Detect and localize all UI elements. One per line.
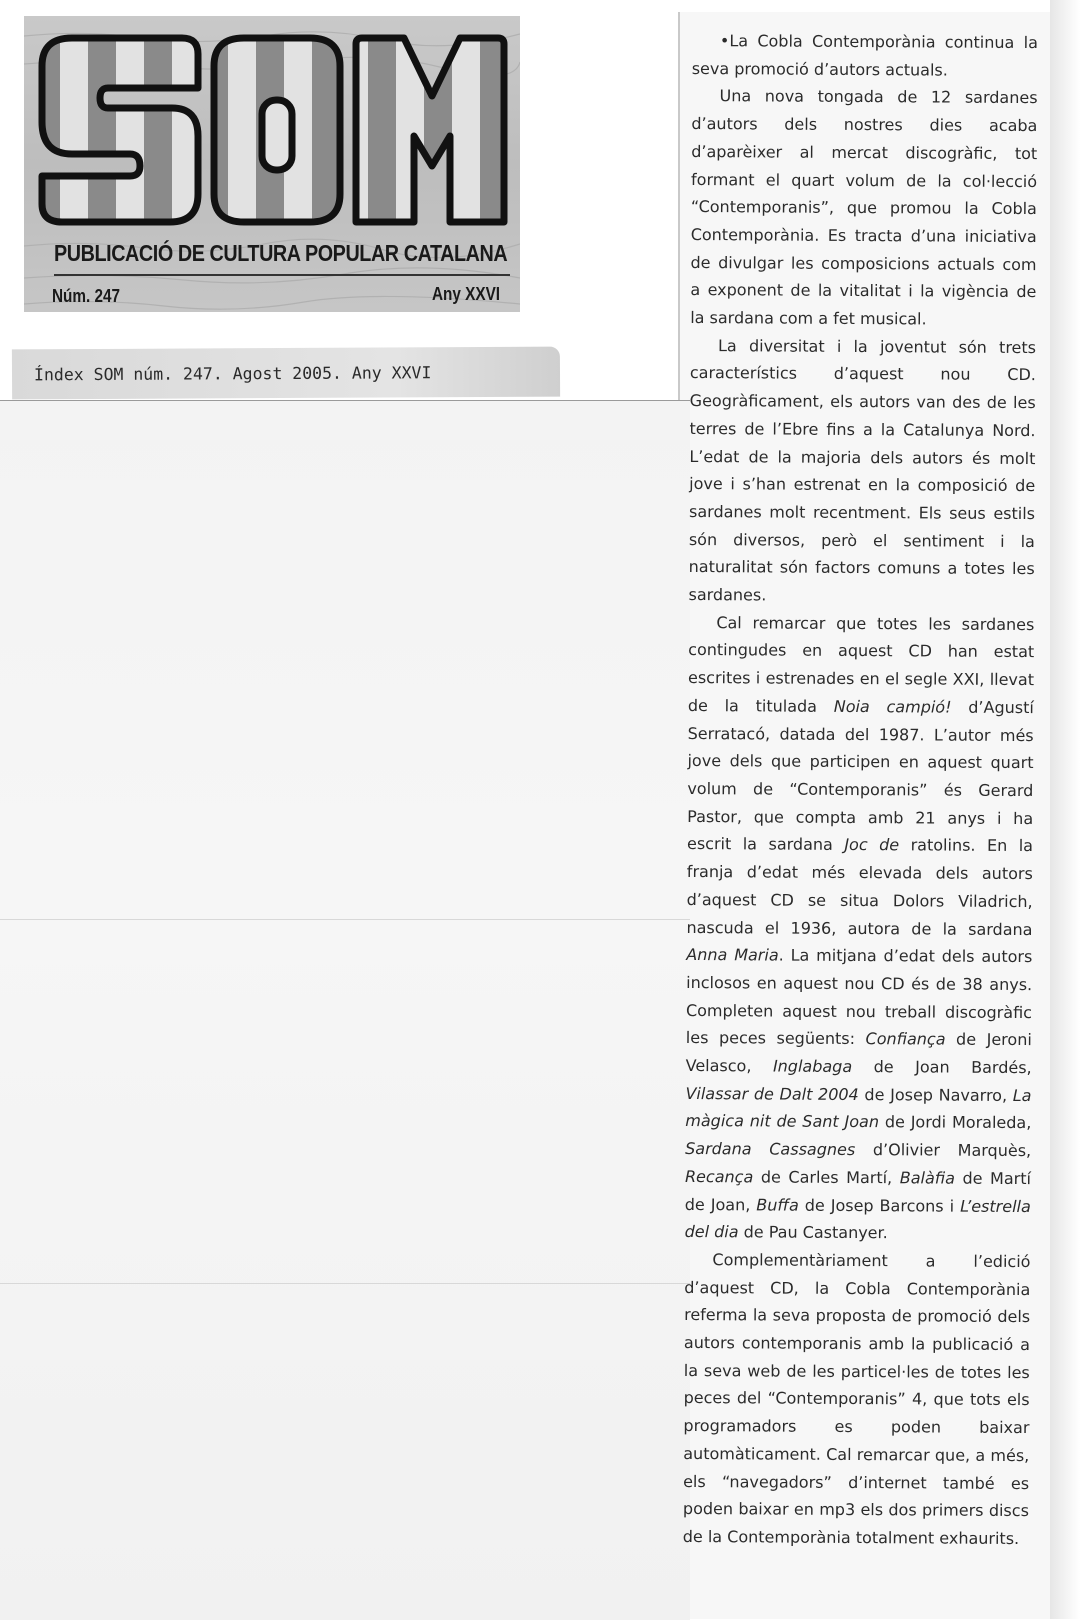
article-paragraph: La diversitat i la joventut són trets característics d’aquest nou CD. Geogràficament, els autors van des de les terres de l’Ebre fins a la Catalunya Nord. L’edat de la majoria dels autors és molt jove i s’han estrenat en la composició de sardanes molt recentment. Els seus estils són diversos, però el sentiment i la naturalitat són factors comuns a totes les sardanes. <box>688 335 1037 605</box>
article-lead: •La Cobla Contemporània continua la seva promoció d’autors actuals. <box>691 31 1038 80</box>
text-run: de Jeroni Velasco, <box>685 1029 1032 1076</box>
index-label-strip <box>12 347 560 400</box>
text-run: de Josep Navarro, <box>858 1084 1013 1105</box>
sardana-title: Vilassar de Dalt 2004 <box>685 1083 859 1104</box>
left-page-paper <box>0 400 690 1620</box>
sardana-title: Sardana Cassagnes <box>685 1139 856 1160</box>
text-run: de Jordi Moraleda, <box>878 1112 1032 1133</box>
issue-number: Núm. 247 <box>52 286 121 306</box>
text-run: ratolins. En la franja d’edat més elevada dels autors d’aquest CD se situa Dolors Viladrich, nascuda el 1936, autora de la sardana <box>686 835 1034 939</box>
text-run: de Martí de Joan, <box>684 1168 1032 1214</box>
text-run: d’Olivier Marquès, <box>855 1140 1032 1161</box>
masthead-divider <box>54 274 510 276</box>
masthead-tagline: PUBLICACIÓ DE CULTURA POPULAR CATALANA <box>54 240 508 266</box>
text-run: de Carles Martí, <box>753 1167 900 1188</box>
text-run: de Pau Castanyer. <box>738 1222 888 1243</box>
text-run: de Josep Barcons i <box>798 1195 961 1216</box>
sardana-title: Anna Maria <box>686 945 779 965</box>
article-column <box>683 27 1038 1553</box>
masthead-clipping <box>24 16 520 312</box>
text-run: d’Agustí Serratacó, datada del 1987. L’autor més jove dels que participen en aquest quart volum de “Contemporanis” és Gerard Pastor, que compta amb 21 anys i ha escrit la sardana <box>686 697 1034 855</box>
text-run: Cal remarcar que totes les sardanes contingudes en aquest CD han estat escrites i estrenades en el segle XXI, llevat de la titulada <box>687 612 1035 716</box>
paper-fold-line <box>0 1283 690 1284</box>
text-run: . La mitjana d’edat dels autors inclosos en aquest nou CD és de 38 anys. Completen aquest nou treball discogràfic les peces següents: <box>685 945 1033 1049</box>
sardana-title: Inglabaga <box>772 1056 853 1077</box>
sardana-title: La màgica nit de Sant Joan <box>685 1085 1032 1132</box>
index-label: Índex SOM núm. 247. Agost 2005. Any XXVI <box>33 363 432 385</box>
sardana-title: Confiança <box>865 1029 946 1049</box>
sardana-title: L’estrella del dia <box>684 1196 1031 1242</box>
article-paragraph: Complementàriament a l’edició d’aquest CD, la Cobla Contemporània referma la seva proposta de promoció dels autors contemporanis amb la publicació a la seva web de les particel·les de totes les peces del “Contemporanis” 4, que tots els programadors es poden baixar automàticament. Cal remarcar que, a més, els “navegadors” d’internet també es poden baixar en mp3 els dos primers discs de la Contemporània totalment exhaurits. <box>682 1250 1031 1548</box>
volume-year: Any XXVI <box>431 284 500 304</box>
sardana-title: Recança <box>684 1166 754 1187</box>
som-logo <box>32 26 514 236</box>
article-paragraph: Una nova tongada de 12 sardanes d’autors dels nostres dies acaba d’aparèixer al mercat discogràfic, tot formant el quart volum de la col·lecció “Contemporanis”, que promou la Cobla Contemporània. Es tracta d’una iniciativa de divulgar les composicions actuals com a exponent de la vitalitat i la vigència de la sardana com a fet musical. <box>690 86 1038 329</box>
article-paragraph <box>685 609 1035 1248</box>
sardana-title: Balàfia <box>899 1168 955 1188</box>
sardana-title: Buffa <box>756 1194 799 1215</box>
text-run: de Joan Bardés, <box>852 1057 1032 1078</box>
sardana-title: Noia campió! <box>833 696 952 717</box>
page-edge <box>1050 0 1080 1619</box>
sardana-title: Joc de <box>844 835 900 855</box>
paper-fold-line <box>0 919 690 920</box>
